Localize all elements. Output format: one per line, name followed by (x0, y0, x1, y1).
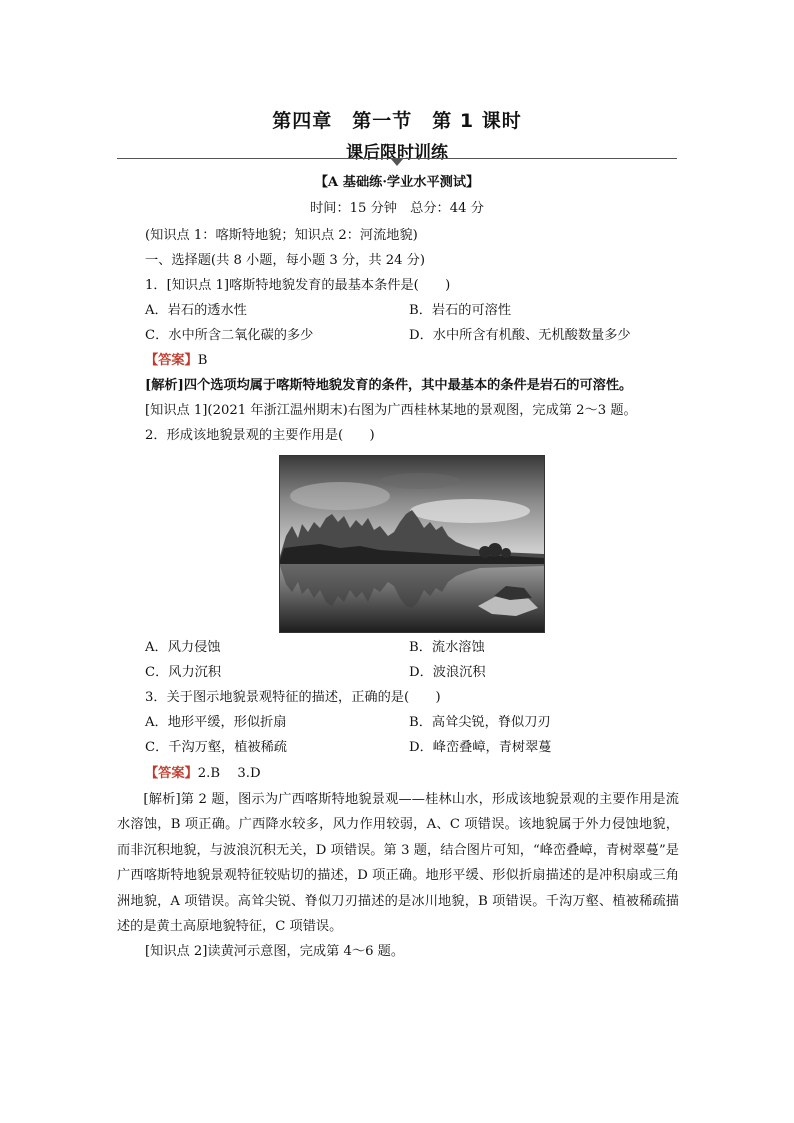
q2-option-b: B．流水溶蚀 (409, 640, 485, 655)
intro-q4-q6: [知识点 2]读黄河示意图，完成第 4～6 题。 (145, 944, 405, 959)
q3-option-d: D．峰峦叠嶂，青树翠蔓 (409, 740, 552, 755)
answer-tag: 【答案】 (145, 353, 198, 368)
part-heading: 一、选择题(共 8 小题，每小题 3 分，共 24 分) (145, 253, 426, 268)
q2-q3-answer-value: 2.B 3.D (197, 766, 261, 781)
knowledge-points: (知识点 1：喀斯特地貌；知识点 2：河流地貌) (145, 228, 418, 243)
q2-option-d: D．波浪沉积 (409, 665, 486, 680)
time-score: 时间：15 分钟 总分：44 分 (310, 201, 484, 216)
divider-marker (391, 159, 403, 166)
q3-option-c: C．千沟万壑，植被稀疏 (145, 740, 287, 755)
q3-option-a: A．地形平缓，形似折扇 (145, 715, 287, 730)
intro-q2-q3: [知识点 1](2021 年浙江温州期末)右图为广西桂林某地的景观图，完成第 2～3 题。 (145, 403, 637, 418)
section-label: 【A 基础练·学业水平测试】 (314, 175, 480, 190)
guilin-landscape-photo (279, 455, 545, 633)
q2-q3-answer (145, 765, 261, 783)
q3-stem: 3．关于图示地貌景观特征的描述，正确的是( ) (145, 690, 441, 705)
q1-option-b: B．岩石的可溶性 (409, 303, 512, 318)
q2-q3-analysis-text: 第 2 题，图示为广西喀斯特地貌景观——桂林山水，形成该地貌景观的主要作用是流水溶蚀，B 项正确。广西降水较多，风力作用较弱，A、C 项错误。该地貌属于外力侵蚀地貌，而非沉积地貌，与波浪沉积无关，D 项错误。第 3 题，结合图片可知，“峰峦叠嶂，青树翠蔓”是广西喀斯特地貌景观特征较贴切的描述，D 项正确。地形平缓、形似折扇描述的是冲积扇或三角洲地貌，A 项错误。高耸尖锐、脊似刀刃描述的是冰川地貌，B 项错误。千沟万壑、植被稀疏描述的是黄土高原地貌特征，C 项错误。 (117, 792, 679, 935)
q2-option-a: A．风力侵蚀 (145, 640, 221, 655)
q2-stem: 2．形成该地貌景观的主要作用是( ) (145, 428, 375, 443)
analysis-tag: [解析] (143, 792, 181, 807)
q2-q3-analysis (117, 787, 679, 939)
q1-answer (145, 352, 207, 370)
page-title: 第四章 第一节 第 1 课时 (272, 110, 522, 132)
page-subtitle: 课后限时训练 (346, 143, 448, 163)
q1-option-d: D．水中所含有机酸、无机酸数量多少 (409, 328, 631, 343)
q1-stem: 1．[知识点 1]喀斯特地貌发育的最基本条件是( ) (145, 278, 451, 293)
q3-option-b: B．高耸尖锐，脊似刀刃 (409, 715, 551, 730)
analysis-tag: [解析] (145, 378, 184, 393)
q2-option-c: C．风力沉积 (145, 665, 222, 680)
q1-analysis-text: 四个选项均属于喀斯特地貌发育的条件，其中最基本的条件是岩石的可溶性。 (183, 378, 633, 393)
q1-option-c: C．水中所含二氧化碳的多少 (145, 328, 314, 343)
q1-option-a: A．岩石的透水性 (145, 303, 247, 318)
answer-tag: 【答案】 (145, 766, 198, 781)
karst-landscape-image (280, 456, 544, 632)
q1-analysis (145, 377, 632, 395)
q1-answer-value: B (197, 353, 208, 368)
